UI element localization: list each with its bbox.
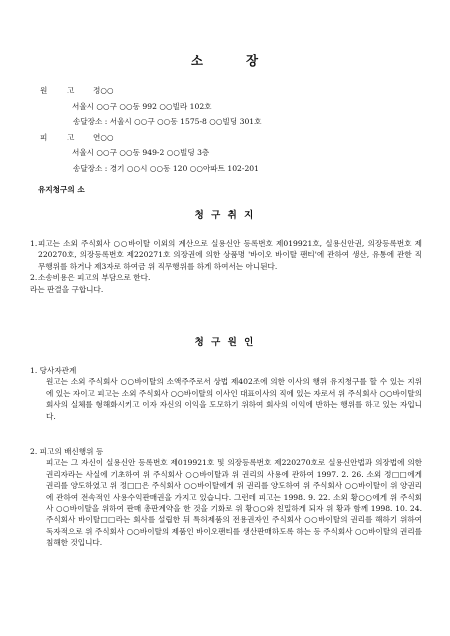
cause-section-title: 1. 당사자관계 <box>30 366 77 375</box>
defendant-name: 연○○ <box>93 132 114 142</box>
purpose-item <box>30 238 422 272</box>
plaintiff-service-address <box>40 114 430 130</box>
cause-section-body: 원고는 소외 주식회사 ○○바이탈의 소액주주로서 상법 제402조에 의한 이사의 행위 유지청구를 할 수 있는 지위에 있는 자이고 피고는 소외 주식회사 ○○바이탈의 이사인 대표이사의 직에 있는 자로서 위 주식회사 ○○바이탈의 회사의 실체를 형해화시키고 이자 자신의 이익을 도모하기 위하여 회사의 이익에 반하는 행위를 하고 있는 자입니다. <box>46 377 422 421</box>
plaintiff-name: 정○○ <box>93 86 114 96</box>
plaintiff-role-char-1: 원 <box>40 86 48 96</box>
claim-type: 유지청구의 소 <box>38 185 85 194</box>
document-title-char-2: 장 <box>246 53 260 68</box>
purpose-item-number: 2. <box>30 273 38 283</box>
cause-section-1 <box>30 365 422 422</box>
purpose-heading: 청 구 취 지 <box>194 210 256 221</box>
defendant-role-char-1: 피 <box>40 132 48 142</box>
purpose-closing: 라는 판결을 구합니다. <box>30 284 104 294</box>
cause-heading: 청 구 원 인 <box>194 337 256 348</box>
cause-section-title: 2. 피고의 배신행위 등 <box>30 447 104 456</box>
plaintiff-address-text: 서울시 ○○구 ○○동 992 ○○빌라 102호 <box>72 101 212 111</box>
document-title-char-1: 소 <box>190 53 204 68</box>
purpose-item-number: 1. <box>30 239 38 248</box>
defendant-service-address-text: 송달장소 : 경기 ○○시 ○○동 120 ○○아파트 102-201 <box>73 163 259 173</box>
purpose-item-text: 피고는 소외 주식회사 ○○바이탈 이외의 계산으로 실용신안 등록번호 제019921호, 실용신안권, 의장등록번호 제220270호, 의장등록번호 제220271호 의장권에 의한 상품명 '바이오 바이탈 팬티'에 관하여 생산, 유통에 관한 직무행위를 하거나 제3자로 하여금 위 직무행위를 하게 하여서는 아니된다. <box>38 239 422 271</box>
plaintiff-row <box>40 83 430 99</box>
cause-section-2 <box>30 446 422 549</box>
defendant-address-text: 서울시 ○○구 ○○동 949-2 ○○빌딩 3층 <box>72 148 210 158</box>
defendant-address <box>40 145 430 161</box>
parties-block <box>40 83 430 176</box>
defendant-role-char-2: 고 <box>67 132 75 142</box>
purpose-item <box>30 272 422 283</box>
plaintiff-role-char-2: 고 <box>67 86 75 96</box>
plaintiff-address <box>40 99 430 115</box>
defendant-row <box>40 130 430 146</box>
purpose-item-text: 소송비용은 피고의 부담으로 한다. <box>38 273 151 283</box>
purpose-body <box>30 238 422 295</box>
plaintiff-service-address-text: 송달장소 : 서울시 ○○구 ○○동 1575-8 ○○빌딩 301호 <box>73 117 262 127</box>
cause-section-body: 피고는 그 자신이 실용신안 등록번호 제019921호 및 의장등록번호 제220270호로 실용신안법과 의장법에 의한 권리자라는 사실에 기초하여 위 주식회사 ○○바이탈과 위 권리의 사용에 관하여 1997. 2. 26. 소외 정□□에게 권리를 양도하였고 위 정□□은 주식회사 ○○바이탈에게 위 권리를 양도하여 위 주식회사 ○○바이탈이 위 양권리에 관하여 전속적인 사용수익판매권을 가지고 있습니다. 그런데 피고는 1998. 9. 22. 소외 황○○에게 위 주식회사 ○○바이탈을 위하여 판매 총판계약을 한 것을 기화로 위 황○○와 친밀하게 되자 위 황과 함께 1998. 10. 24. 주식회사 바이탈□□라는 회사를 설립한 뒤 특허제품의 전용권자인 주식회사 ○○바이탈의 권리를 해하기 위하여 독자적으로 위 주식회사 ○○바이탈의 제품인 바이오팬티를 생산판매하도록 하는 등 주식회사 ○○바이탈의 권리를 침해한 것입니다. <box>46 458 422 548</box>
document-title <box>0 52 450 71</box>
defendant-service-address <box>40 161 430 177</box>
